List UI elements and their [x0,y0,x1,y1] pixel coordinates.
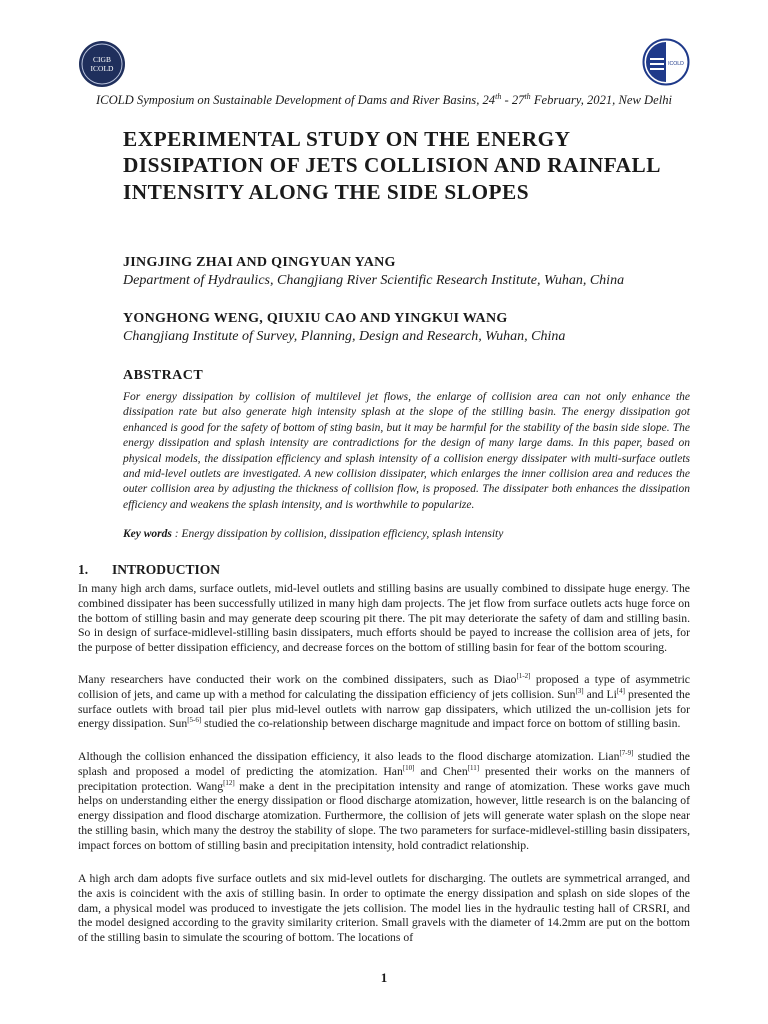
running-head: ICOLD Symposium on Sustainable Development of Dams and River Basins, 24th - 27th February, 2021, New Delhi [95,92,672,108]
author-names-1: JINGJING ZHAI AND QINGYUAN YANG [123,255,396,270]
section-heading-introduction: 1. INTRODUCTION [78,562,221,577]
author-affiliation-1: Department of Hydraulics, Changjiang River Scientific Research Institute, Wuhan, China [123,273,625,288]
intro-paragraph-1: In many high arch dams, surface outlets, mid-level outlets and stilling basins are usually combined to dissipate huge energy. The combined dissipater has been successfully utilized in many high dam projects. The jet flow from surface outlets acts huge force on the bottom of stilling basin and may generate deep scouring pit there. The pit may deteriorate the safety of dam and stilling basin. So in design of surface-midlevel-stilling basin dissipaters, much efforts should be payed to increase the collision area of jets, for the purpose of better dissipation efficiency, and decrease forces on the bottom of stilling basin for fear of the bottom scouring. [78,582,690,654]
intro-paragraph-4: A high arch dam adopts five surface outlets and six mid-level outlets for discharging. The outlets are symmetrical arranged, and the axis is coincident with the axis of stilling basin. In order to optimate the energy dissipation and splash on side slopes of the dam, a physical model was produced to investigate the jets collision. The model lies in the hydraulic testing hall of CRSRI, and the model designed according to the gravity similarity criterion. Small gravels with the diameter of 14.2mm are put on the bottom of the stilling basin to simulate the scouring of bottom. The locations of [78,872,690,944]
intro-paragraph-2: Many researchers have conducted their work on the combined dissipaters, such as Diao[1-2] proposed a type of asymmetric collision of jets, and came up with a method for calculating the dissipation efficiency of jets collision. Sun[3] and Li[4] presented the surface outlets with broad tail pier plus mid-level outlets with narrow gap dissipaters, which utilized the un-collision jets for energy dissipation. Sun[5-6] studied the co-relationship between discharge magnitude and impact force on bottom of stilling basin. [78,672,691,731]
paper-title: EXPERIMENTAL STUDY ON THE ENERGY DISSIPATION OF JETS COLLISION AND RAINFALL INTENSITY ALONG THE SIDE SLOPES [123,127,660,204]
keywords [123,528,690,540]
abstract-heading: ABSTRACT [123,368,204,383]
intro-paragraph-3: Although the collision enhanced the dissipation efficiency, it also leads to the flood discharge atomization. Lian[7-9] studied the splash and proposed a model of predicting the atomization. Han[10] and Chen[11] presented their works on the manners of precipitation protection. Wang[12] make a dent in the precipitation intensity and range of atomization. These works gave much helps on understanding either the energy dissipation or flood discharge atomization, however, little research is on the balancing of energy dissipation and flood discharge atomization. Furthermore, the collision of jets will generate water splash on the slope near the stilling basin, which many the destroy the stability of slope. The two parameters for surface-midlevel-stilling basin dissipaters, impact forces on bottom of stilling basin and precipitation intensity, hold contradict relationship. [78,749,691,852]
svg-text:CIGB: CIGB [93,55,111,64]
page-number: 1 [380,970,388,985]
author-affiliation-2: Changjiang Institute of Survey, Planning, Design and Research, Wuhan, China [123,329,566,344]
svg-text:ICOLD: ICOLD [90,64,114,73]
abstract-text: For energy dissipation by collision of multilevel jet flows, the enlarge of collision area can not only enhance the dissipation rate but also generate high intensity splash at the slope of the stilling basin. The energy dissipation got enhanced is good for the safety of bottom of sting basin, but it may be harmful for the stability of the basin side slope. The energy dissipation and splash intensity are contradictions for the design of many large dams. In this paper, based on physical models, the dissipation efficiency and splash intensity of a collision energy dissipater with multi-surface outlets and mid-level outlets are investigated. A new collision dissipater, which enlarges the inner collision area and reduces the outer collision area by adjusting the thickness of collision flow, is proposed. The dissipater both enhances the dissipation efficiency and weakens the splash intensity, and is worthwhile to popularize. [123,391,690,511]
icold-logo [642,38,690,86]
svg-text:ICOLD: ICOLD [668,61,684,67]
keywords-text: : Energy dissipation by collision, dissipation efficiency, splash intensity [171,528,504,540]
author-names-2: YONGHONG WENG, QIUXIU CAO AND YINGKUI WANG [123,311,508,326]
cigb-icold-logo [78,40,126,88]
keywords-label: Key words [123,528,172,540]
